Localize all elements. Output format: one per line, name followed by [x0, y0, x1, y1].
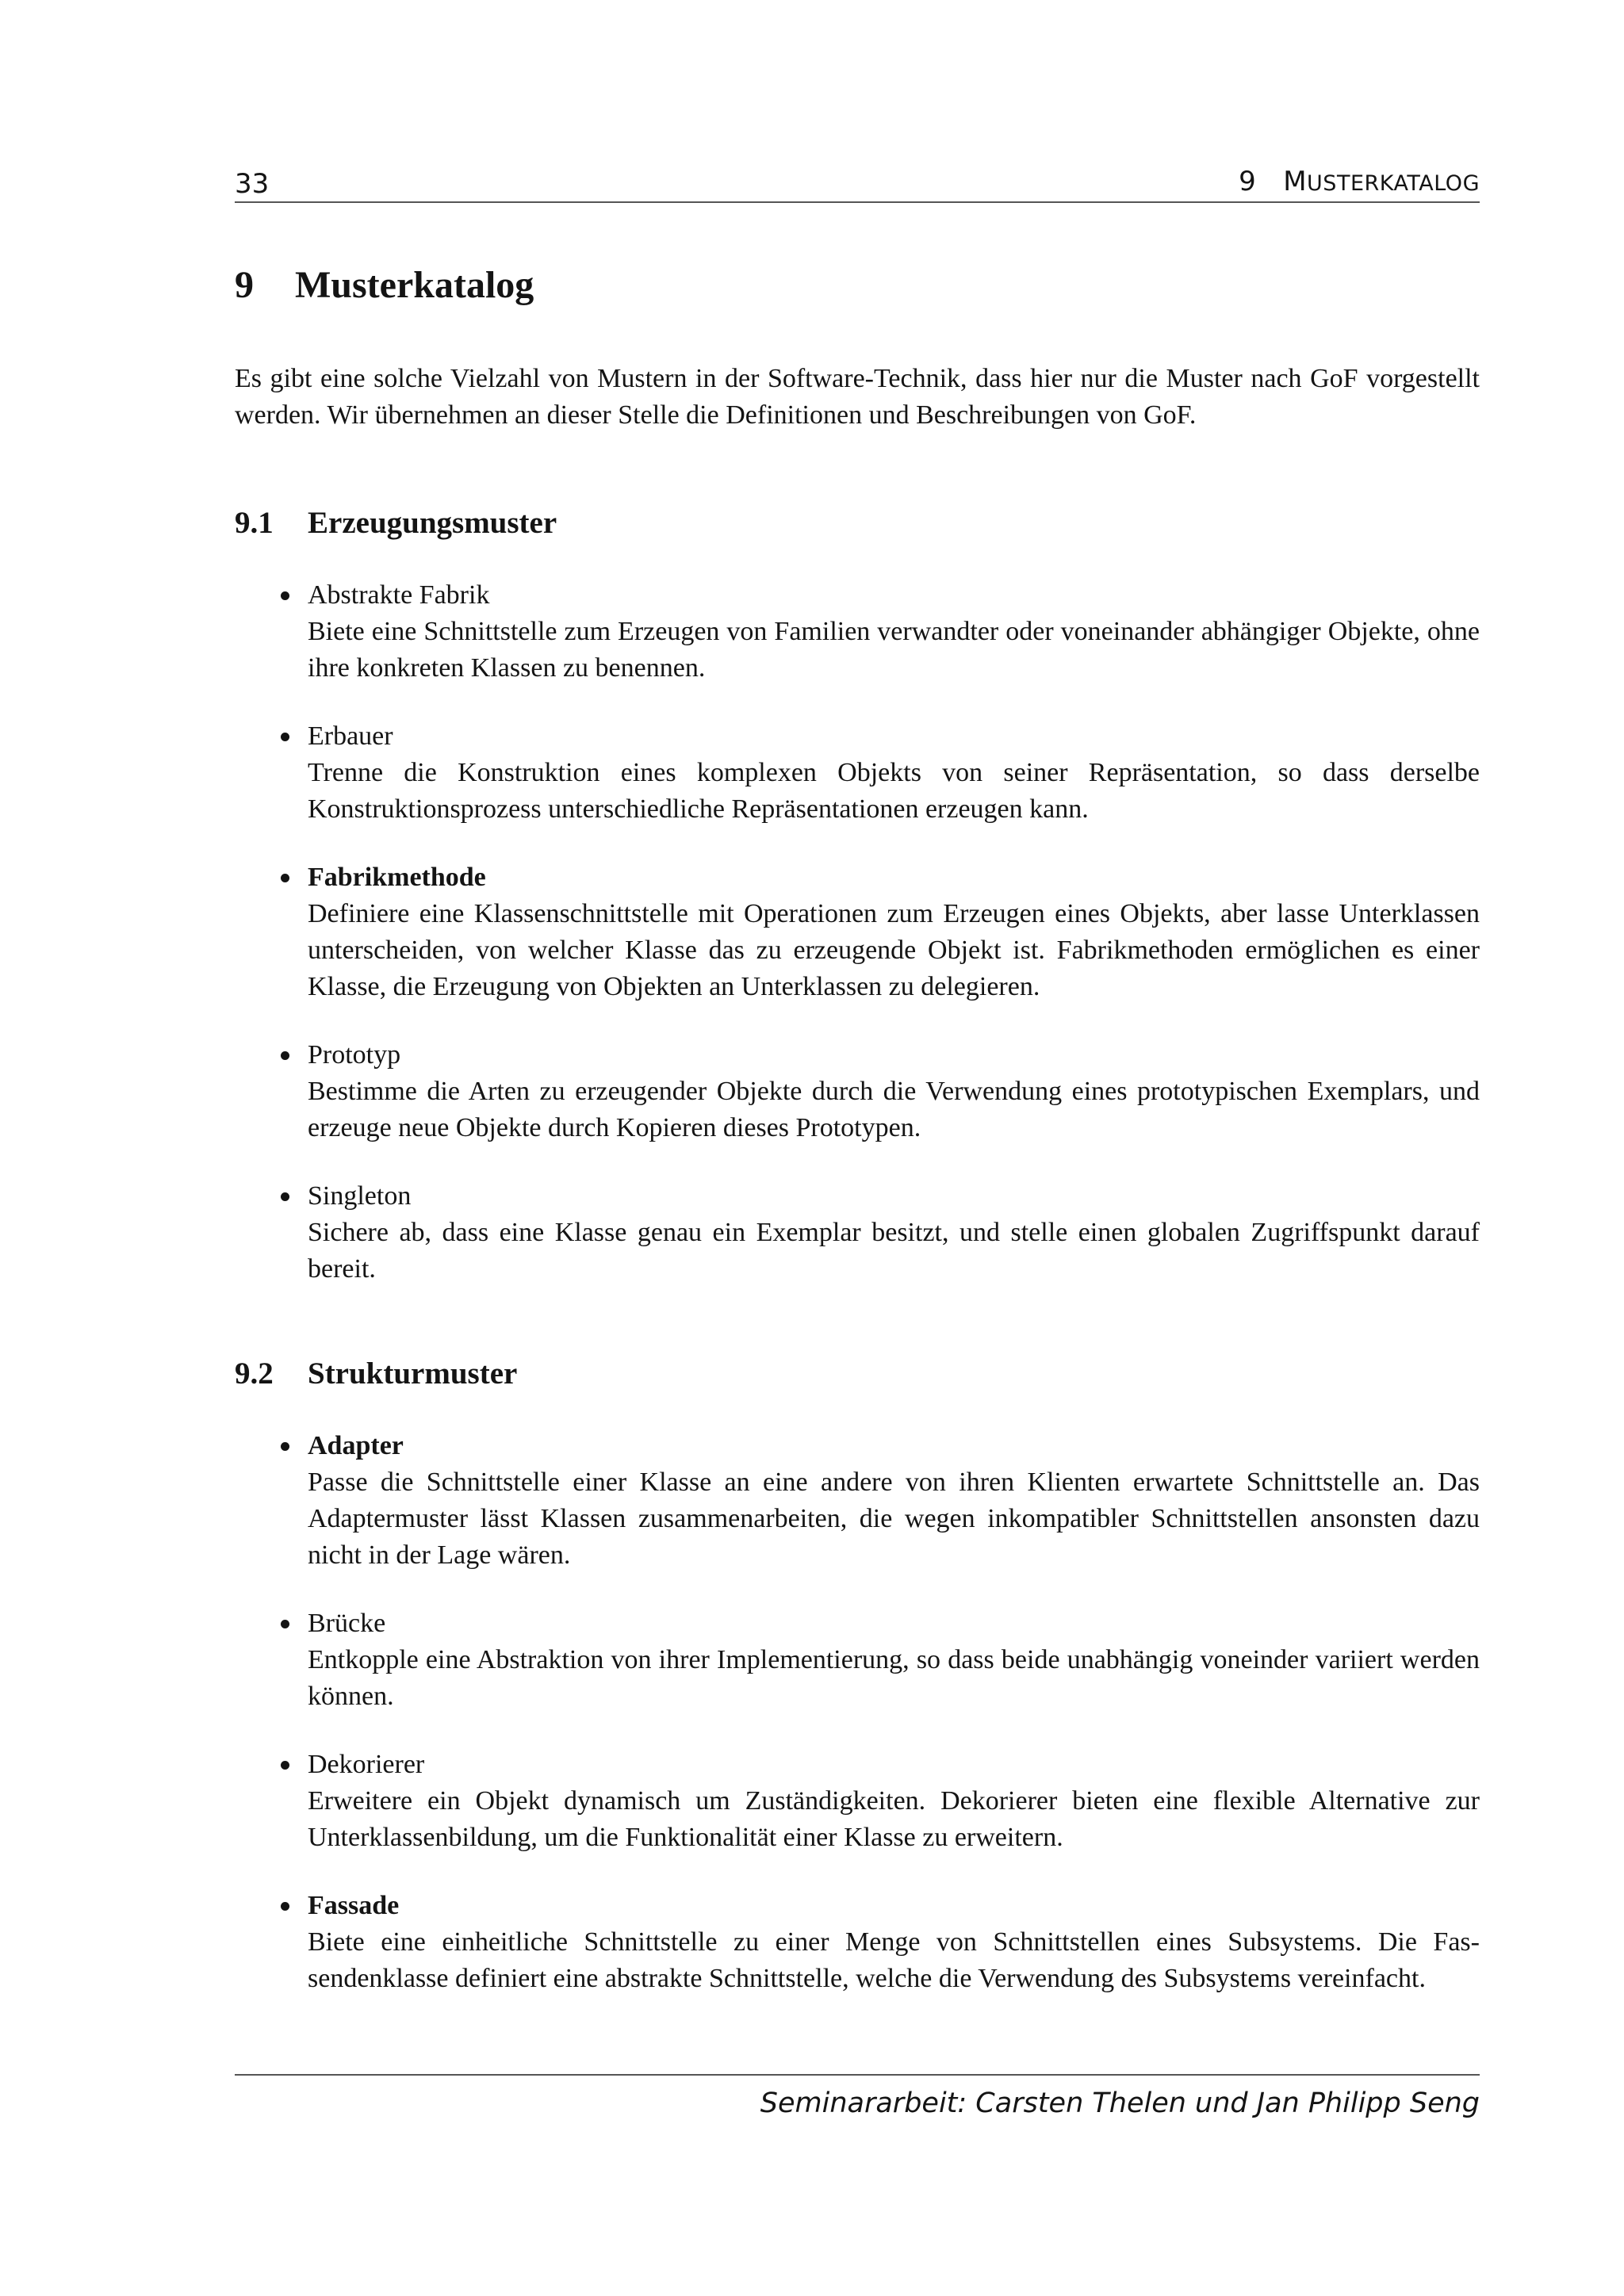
- section-title-text: Musterkatalog: [295, 264, 534, 306]
- pattern-name: Abstrakte Fabrik: [308, 580, 490, 610]
- pattern-name: Brücke: [308, 1609, 386, 1638]
- section-number: 9: [235, 264, 254, 306]
- pattern-list-erzeugungsmuster: [235, 577, 1480, 1319]
- pattern-name: Adapter: [308, 1431, 404, 1460]
- pattern-name: Singleton: [308, 1181, 412, 1211]
- bullet-icon: [281, 874, 289, 882]
- intro-paragraph: Es gibt eine solche Vielzahl von Mustern in der Software-Technik, dass hier nur die Muster nach GoF vorgestellt werden. Wir übernehmen an dieser Stelle die Definitionen und Beschreibungen von GoF.: [235, 364, 1480, 430]
- subsection-title-strukturmuster: [235, 1354, 517, 1394]
- bullet-icon: [281, 733, 289, 741]
- list-item: [235, 1037, 1480, 1146]
- subsection-title-text: Erzeugungsmuster: [308, 506, 557, 540]
- pattern-description: Passe die Schnittstelle einer Klasse an eine andere von ihren Klienten erwartete Schnittstelle an. Das Adaptermuster lässt Klassen zusammenarbeiten, die wegen inkompatibler Schnittstellen ansonsten dazu nicht in der Lage wären.: [308, 1468, 1480, 1570]
- pattern-name: Fassade: [308, 1891, 400, 1920]
- list-item: [235, 1178, 1480, 1288]
- pattern-name: Dekorierer: [308, 1750, 425, 1779]
- subsection-title-text: Strukturmuster: [308, 1357, 518, 1391]
- section-title: [235, 262, 534, 309]
- footer-text: Seminararbeit: Carsten Thelen und Jan Philipp Seng: [760, 2087, 1480, 2119]
- running-chapter-title-rest: USTERKATALOG: [1307, 171, 1480, 196]
- pattern-description: Sichere ab, dass eine Klasse genau ein Exemplar besitzt, und stelle einen globalen Zugriffspunkt darauf bereit.: [308, 1218, 1480, 1284]
- subsection-number: 9.2: [235, 1357, 274, 1391]
- pattern-description: Bestimme die Arten zu erzeugender Objekte durch die Verwendung eines prototypischen Exemplars, und erzeuge neue Objekte durch Kopieren dieses Prototypen.: [308, 1077, 1480, 1142]
- pattern-name: Erbauer: [308, 721, 393, 751]
- bullet-icon: [281, 1620, 289, 1628]
- pattern-description: Biete eine einheitliche Schnittstelle zu einer Menge von Schnittstellen eines Subsystems. Die Fassendenklasse definiert eine abstrakte Schnittstelle, welche die Verwendung des Subsystems vereinfacht.: [308, 1927, 1480, 1993]
- running-chapter-title-initial: M: [1283, 166, 1308, 197]
- bullet-icon: [281, 1051, 289, 1060]
- pattern-description: Biete eine Schnittstelle zum Erzeugen von Familien verwandter oder voneinander abhängiger Objekte, ohne ihre konkreten Klassen zu benennen.: [308, 617, 1480, 683]
- footer-rule: [235, 2074, 1480, 2076]
- subsection-title-erzeugungsmuster: [235, 503, 557, 543]
- pattern-description: Definiere eine Klassenschnittstelle mit Operationen zum Erzeugen eines Objekts, aber lasse Unterklassen unterscheiden, von welcher Klasse das zu erzeugende Objekt ist. Fabrikmethoden ermöglichen es einer Klasse, die Erzeugung von Objekten an Unterklassen zu delegieren.: [308, 899, 1480, 1001]
- list-item: [235, 1605, 1480, 1715]
- list-item: [235, 1428, 1480, 1574]
- pattern-description: Trenne die Konstruktion eines komplexen Objekts von seiner Repräsentation, so dass derselbe Konstruktionsprozess unterschiedliche Repräsentationen erzeugen kann.: [308, 758, 1480, 824]
- bullet-icon: [281, 1902, 289, 1911]
- running-header: [235, 163, 1480, 203]
- pattern-description: Entkopple eine Abstraktion von ihrer Implementierung, so dass beide unabhängig voneinder variiert werden können.: [308, 1645, 1480, 1711]
- document-page: [235, 0, 1480, 2296]
- list-item: [235, 1747, 1480, 1856]
- page-number: 33: [235, 168, 270, 200]
- pattern-name: Prototyp: [308, 1040, 401, 1070]
- bullet-icon: [281, 1442, 289, 1451]
- bullet-icon: [281, 1192, 289, 1201]
- bullet-icon: [281, 591, 289, 600]
- pattern-list-strukturmuster: [235, 1428, 1480, 2029]
- pattern-name: Fabrikmethode: [308, 863, 486, 892]
- bullet-icon: [281, 1761, 289, 1770]
- list-item: [235, 1888, 1480, 1997]
- pattern-description: Erweitere ein Objekt dynamisch um Zuständigkeiten. Dekorierer bieten eine flexible Alternative zur Unterklassenbildung, um die Funktionalität einer Klasse zu erweitern.: [308, 1786, 1480, 1852]
- list-item: [235, 577, 1480, 687]
- subsection-number: 9.1: [235, 506, 274, 540]
- list-item: [235, 718, 1480, 828]
- list-item: [235, 859, 1480, 1005]
- running-chapter-number: 9: [1239, 166, 1257, 197]
- running-chapter-title: [1239, 164, 1480, 201]
